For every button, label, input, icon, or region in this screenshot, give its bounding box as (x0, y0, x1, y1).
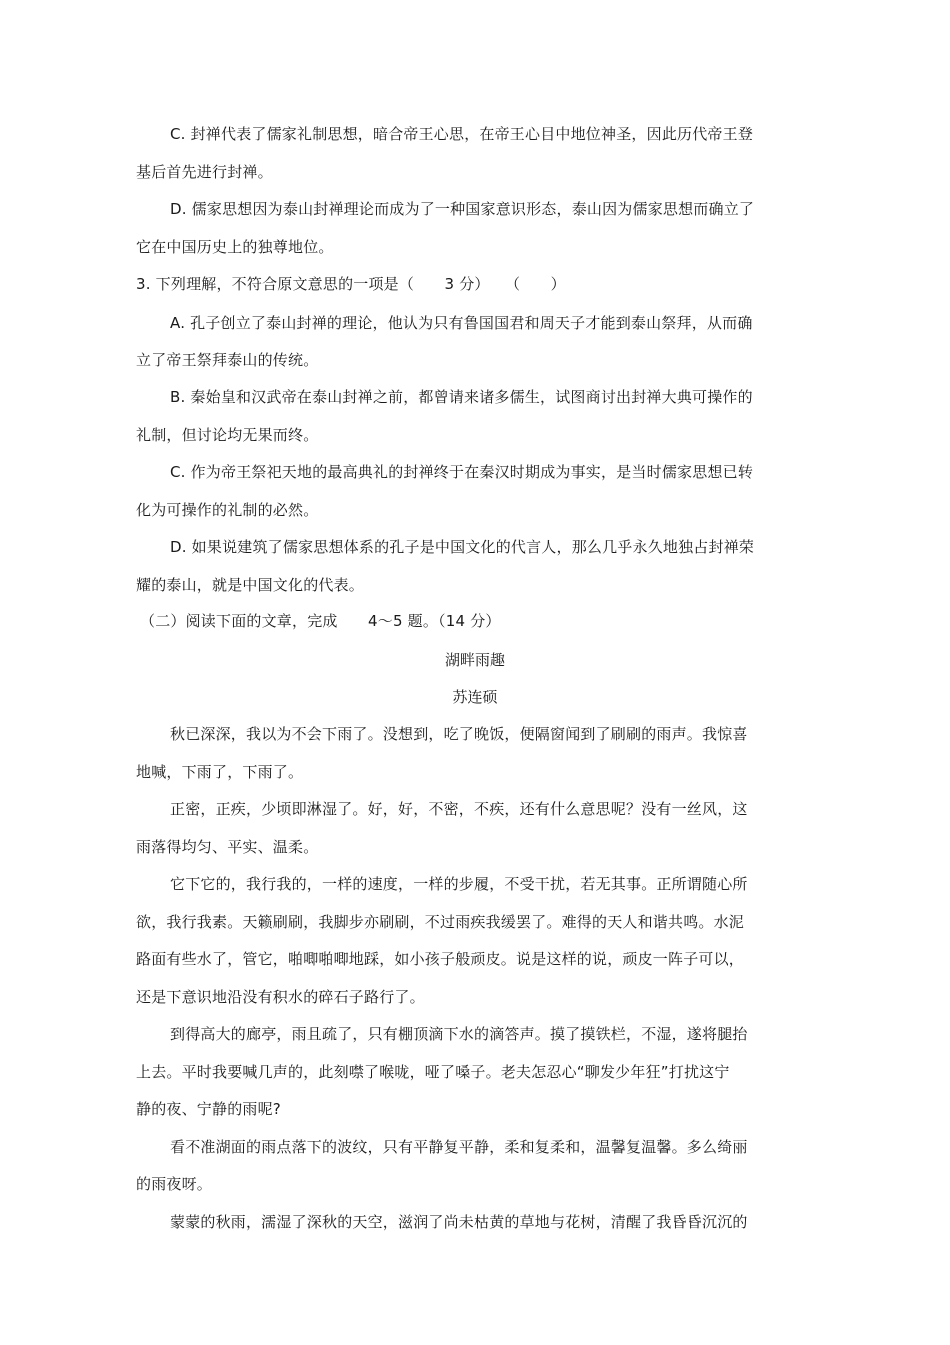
paragraph-6-line1: 蒙蒙的秋雨，濡湿了深秋的天空，滋润了尚未枯黄的草地与花树，清醒了我昏昏沉沉的 (170, 1213, 748, 1231)
q3-option-b-line1: B. 秦始皇和汉武帝在泰山封禅之前，都曾请来诸多儒生，试图商讨出封禅大典可操作的 (170, 388, 753, 406)
paragraph-5-line1: 看不准湖面的雨点落下的波纹，只有平静复平静，柔和复柔和，温馨复温馨。多么绮丽 (170, 1138, 748, 1156)
q2-option-d-line1: D. 儒家思想因为泰山封禅理论而成为了一种国家意识形态，泰山因为儒家思想而确立了 (170, 200, 755, 218)
paragraph-2-line1: 正密，正疾，少顷即淋湿了。好，好，不密，不疾，还有什么意思呢？没有一丝风，这 (170, 800, 748, 818)
paragraph-4-line2: 上去。平时我要喊几声的，此刻噤了喉咙，哑了嗓子。老夫怎忍心“聊发少年狂”打扰这宁 (136, 1063, 730, 1081)
paragraph-3-line4: 还是下意识地沿没有积水的碎石子路行了。 (136, 988, 425, 1006)
q3-option-a-line2: 立了帝王祭拜泰山的传统。 (136, 351, 319, 369)
q2-option-c-line1: C. 封禅代表了儒家礼制思想，暗合帝王心思，在帝王心目中地位神圣，因此历代帝王登 (170, 125, 754, 143)
q3-option-d-line1: D. 如果说建筑了儒家思想体系的孔子是中国文化的代言人，那么几乎永久地独占封禅荣 (170, 538, 755, 556)
paragraph-3-line3: 路面有些水了，管它，啪唧啪唧地踩，如小孩子般顽皮。说是这样的说，顽皮一阵子可以， (136, 950, 745, 968)
paragraph-1-line2: 地喊，下雨了，下雨了。 (136, 763, 304, 781)
article-author: 苏连硕 (452, 688, 498, 706)
q3-option-a-line1: A. 孔子创立了泰山封禅的理论，他认为只有鲁国国君和周天子才能到泰山祭拜，从而确 (170, 314, 753, 332)
article-title: 湖畔雨趣 (444, 651, 505, 669)
paragraph-5-line2: 的雨夜呀。 (136, 1175, 213, 1193)
section-heading: （二）阅读下面的文章，完成 4～5 题。（14 分） (140, 612, 501, 630)
paragraph-3-line2: 欲，我行我素。天籁刷刷，我脚步亦刷刷，不过雨疾我缓罢了。难得的天人和谐共鸣。水泥 (136, 913, 745, 931)
paragraph-1-line1: 秋已深深，我以为不会下雨了。没想到，吃了晚饭，便隔窗闻到了刷刷的雨声。我惊喜 (170, 725, 748, 743)
q2-option-c-line2: 基后首先进行封禅。 (136, 163, 273, 181)
paragraph-2-line2: 雨落得均匀、平实、温柔。 (136, 838, 319, 856)
paragraph-4-line3: 静的夜、宁静的雨呢? (136, 1100, 281, 1118)
question3-stem: 3. 下列理解，不符合原文意思的一项是（ 3 分） （ ） (136, 275, 566, 293)
q3-option-c-line2: 化为可操作的礼制的必然。 (136, 501, 319, 519)
q3-option-b-line2: 礼制，但讨论均无果而终。 (136, 426, 319, 444)
q3-option-c-line1: C. 作为帝王祭祀天地的最高典礼的封禅终于在秦汉时期成为事实，是当时儒家思想已转 (170, 463, 754, 481)
paragraph-3-line1: 它下它的，我行我的，一样的速度，一样的步履，不受干扰，若无其事。正所谓随心所 (170, 875, 748, 893)
paragraph-4-line1: 到得高大的廊亭，雨且疏了，只有棚顶滴下水的滴答声。摸了摸铁栏，不湿，遂将腿抬 (170, 1025, 748, 1043)
q2-option-d-line2: 它在中国历史上的独尊地位。 (136, 238, 334, 256)
q3-option-d-line2: 耀的泰山，就是中国文化的代表。 (136, 576, 365, 594)
